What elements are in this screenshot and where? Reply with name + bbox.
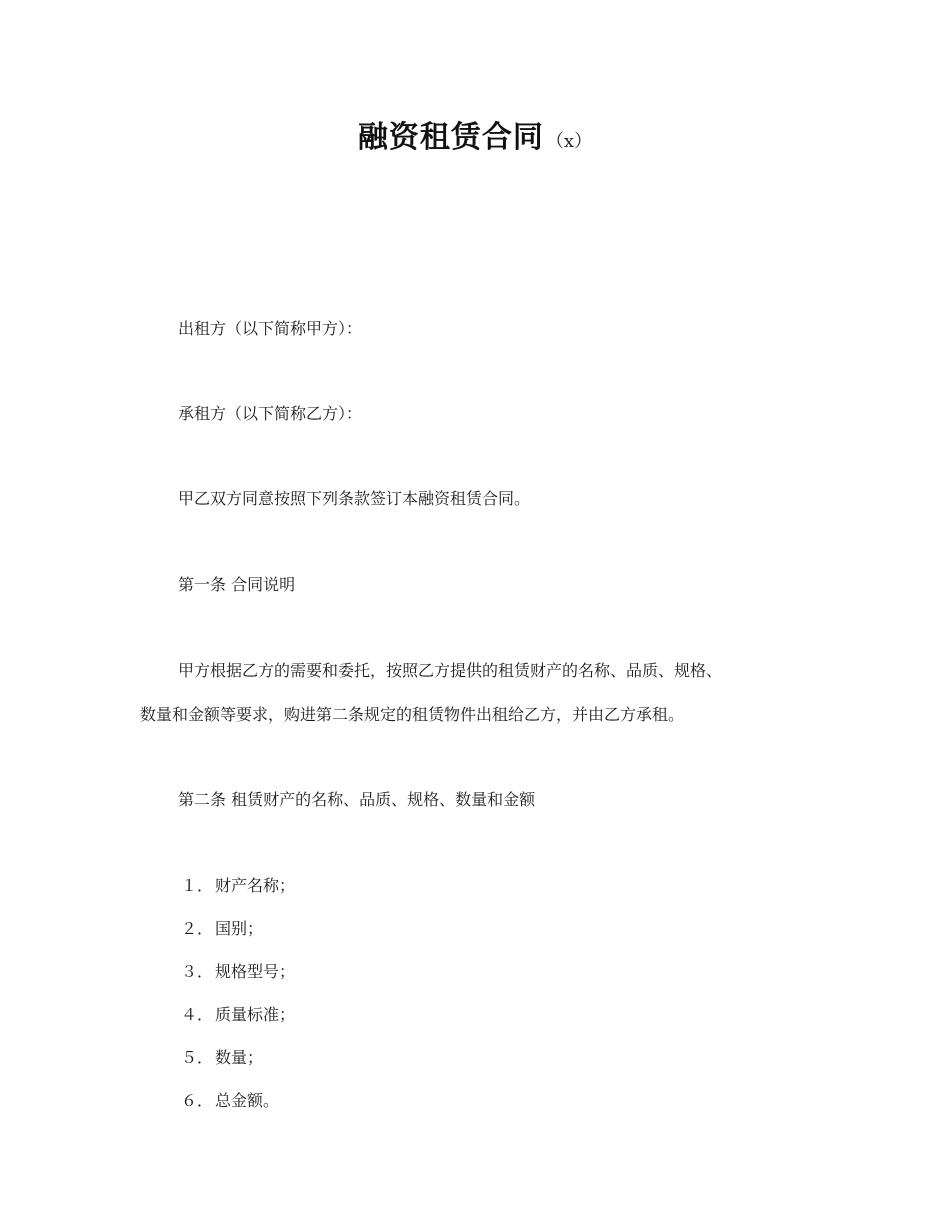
list-item-text: 总金额。 (215, 1091, 280, 1110)
article1-body-line1: 甲方根据乙方的需要和委托，按照乙方提供的租赁财产的名称、品质、规格、 (178, 661, 723, 680)
lessor-label: 出租方（以下简称甲方）： (178, 319, 363, 338)
article1-heading: 第一条 合同说明 (178, 575, 296, 594)
list-item-text: 质量标准； (215, 1005, 296, 1024)
lessee-label: 承租方（以下简称乙方）： (178, 404, 363, 423)
article2-heading: 第二条 租赁财产的名称、品质、规格、数量和金额 (178, 790, 536, 809)
list-item (181, 918, 263, 940)
list-item-number: ３． (181, 962, 214, 981)
list-item-text: 数量； (215, 1048, 264, 1067)
list-item-number: ５． (181, 1048, 214, 1067)
list-item (181, 961, 295, 983)
title-main: 融资租赁合同 (357, 120, 544, 155)
article1-body-line2: 数量和金额等要求，购进第二条规定的租赁物件出租给乙方，并由乙方承租。 (140, 705, 685, 724)
list-item-text: 规格型号； (215, 962, 296, 981)
list-item-number: １． (181, 876, 214, 895)
intro-paragraph: 甲乙双方同意按照下列条款签订本融资租赁合同。 (178, 489, 531, 508)
list-item (181, 1090, 279, 1112)
list-item (181, 875, 295, 897)
list-item-number: ２． (181, 919, 214, 938)
title-suffix: （x） (545, 131, 593, 152)
list-item-text: 财产名称； (215, 876, 296, 895)
list-item-text: 国别； (215, 919, 264, 938)
document-title (0, 112, 950, 156)
list-item-number: ６． (181, 1091, 214, 1110)
list-item (181, 1004, 295, 1026)
list-item-number: ４． (181, 1005, 214, 1024)
list-item (181, 1047, 263, 1069)
